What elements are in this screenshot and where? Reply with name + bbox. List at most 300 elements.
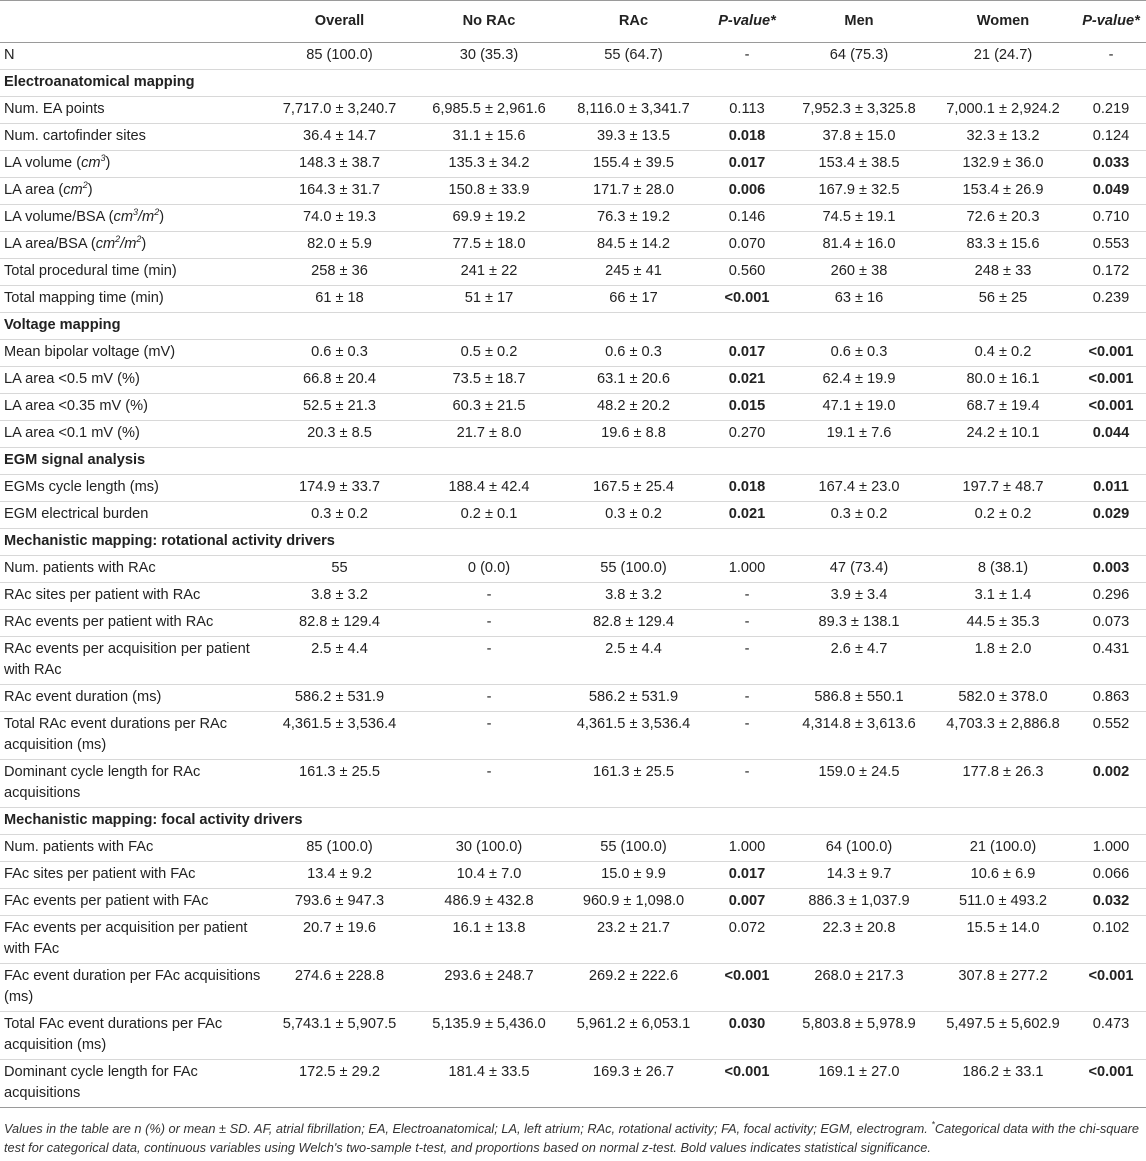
cell-p-value-sex: 0.863 [1076,685,1146,712]
table-row [0,760,1146,808]
cell-overall: 66.8 ± 20.4 [262,367,417,394]
cell-overall: 5,743.1 ± 5,907.5 [262,1012,417,1060]
label-unit-denominator-exponent: 2 [136,234,142,245]
cell-no-rac: 60.3 ± 21.5 [417,394,561,421]
cell-overall: 82.0 ± 5.9 [262,232,417,259]
cell-label: Total RAc event durations per RAc acquisition (ms) [0,712,262,760]
cell-no-rac: 150.8 ± 33.9 [417,178,561,205]
header-cell-overall: Overall [262,1,417,43]
cell-men: 5,803.8 ± 5,978.9 [788,1012,930,1060]
cell-rac: 76.3 ± 19.2 [561,205,706,232]
cell-p-value: - [706,712,788,760]
cell-overall: 0.3 ± 0.2 [262,502,417,529]
cell-women: 1.8 ± 2.0 [930,637,1076,685]
cell-rac: 63.1 ± 20.6 [561,367,706,394]
cell-rac: 82.8 ± 129.4 [561,610,706,637]
section-title: Electroanatomical mapping [0,70,1146,97]
header-cell-p-value-sex [1076,1,1146,43]
cell-rac: 3.8 ± 3.2 [561,583,706,610]
cell-men: 47 (73.4) [788,556,930,583]
cell-men: 19.1 ± 7.6 [788,421,930,448]
cell-overall: 258 ± 36 [262,259,417,286]
cell-p-value: 0.070 [706,232,788,259]
cell-women: 44.5 ± 35.3 [930,610,1076,637]
cell-rac: 19.6 ± 8.8 [561,421,706,448]
cell-no-rac: 73.5 ± 18.7 [417,367,561,394]
cell-no-rac: - [417,583,561,610]
cell-label: Total FAc event durations per FAc acquisition (ms) [0,1012,262,1060]
table-row [0,43,1146,70]
cell-rac: 66 ± 17 [561,286,706,313]
cell-rac: 155.4 ± 39.5 [561,151,706,178]
cell-no-rac: 293.6 ± 248.7 [417,964,561,1012]
cell-overall: 793.6 ± 947.3 [262,889,417,916]
cell-rac: 8,116.0 ± 3,341.7 [561,97,706,124]
cell-women: 10.6 ± 6.9 [930,862,1076,889]
cell-no-rac: 77.5 ± 18.0 [417,232,561,259]
label-unit-exponent: 2 [82,180,88,191]
cell-overall: 20.7 ± 19.6 [262,916,417,964]
cell-women: 80.0 ± 16.1 [930,367,1076,394]
cell-overall: 161.3 ± 25.5 [262,760,417,808]
cell-label: Num. patients with FAc [0,835,262,862]
table-row [0,835,1146,862]
cell-no-rac: 135.3 ± 34.2 [417,151,561,178]
cell-label: RAc events per patient with RAc [0,610,262,637]
cell-no-rac: 241 ± 22 [417,259,561,286]
cell-no-rac: 16.1 ± 13.8 [417,916,561,964]
cell-no-rac: 30 (100.0) [417,835,561,862]
label-unit-denominator: /m [138,209,155,225]
cell-p-value: - [706,583,788,610]
table-row [0,205,1146,232]
cell-p-value-sex: 0.066 [1076,862,1146,889]
cell-men: 268.0 ± 217.3 [788,964,930,1012]
cell-p-value-sex: 0.073 [1076,610,1146,637]
cell-p-value-sex: <0.001 [1076,394,1146,421]
cell-rac: 169.3 ± 26.7 [561,1060,706,1108]
table-row [0,178,1146,205]
cell-p-value: 0.017 [706,340,788,367]
cell-rac: 55 (100.0) [561,556,706,583]
cell-p-value-sex: 0.011 [1076,475,1146,502]
cell-label: Total procedural time (min) [0,259,262,286]
cell-no-rac: 51 ± 17 [417,286,561,313]
cell-no-rac: - [417,685,561,712]
cell-no-rac: 21.7 ± 8.0 [417,421,561,448]
cell-men: 89.3 ± 138.1 [788,610,930,637]
cell-women: 186.2 ± 33.1 [930,1060,1076,1108]
table-row [0,889,1146,916]
label-unit-exponent: 3 [100,153,106,164]
cell-men: 159.0 ± 24.5 [788,760,930,808]
cell-p-value: 0.560 [706,259,788,286]
label-unit: cm [81,155,101,171]
section-header-row [0,313,1146,340]
cell-men: 62.4 ± 19.9 [788,367,930,394]
cell-label: FAc sites per patient with FAc [0,862,262,889]
cell-rac: 4,361.5 ± 3,536.4 [561,712,706,760]
cell-rac: 960.9 ± 1,098.0 [561,889,706,916]
cell-p-value: 0.072 [706,916,788,964]
table-row [0,712,1146,760]
cell-rac: 171.7 ± 28.0 [561,178,706,205]
cell-men: 63 ± 16 [788,286,930,313]
table-row [0,1012,1146,1060]
cell-p-value: - [706,685,788,712]
header-p-value-text: P-value* [718,13,776,29]
label-unit-exponent: 2 [115,234,121,245]
label-prefix: LA volume ( [4,155,82,171]
label-unit: cm [63,182,83,198]
footnote-part1: Values in the table are n (%) or mean ± SD. AF, atrial fibrillation; EA, Electroanatomical; LA, left atrium; RAc, rotational activity; FA, focal activity; EGM, electrogram. [4,1121,932,1136]
cell-p-value: 0.021 [706,502,788,529]
cell-overall: 52.5 ± 21.3 [262,394,417,421]
cell-label [0,178,262,205]
cell-women: 153.4 ± 26.9 [930,178,1076,205]
cell-label: RAc events per acquisition per patient with RAc [0,637,262,685]
cell-p-value-sex: 0.033 [1076,151,1146,178]
cell-women: 8 (38.1) [930,556,1076,583]
table-row [0,421,1146,448]
table-row [0,124,1146,151]
cell-p-value-sex: <0.001 [1076,367,1146,394]
cell-women: 72.6 ± 20.3 [930,205,1076,232]
header-cell-p-value [706,1,788,43]
cell-p-value: - [706,637,788,685]
table-footnote [4,1119,1142,1157]
cell-label: RAc sites per patient with RAc [0,583,262,610]
label-unit-denominator-exponent: 2 [154,207,160,218]
cell-overall: 36.4 ± 14.7 [262,124,417,151]
table-row [0,610,1146,637]
header-cell-label [0,1,262,43]
section-title: Mechanistic mapping: focal activity drivers [0,808,1146,835]
table-row [0,964,1146,1012]
cell-overall: 74.0 ± 19.3 [262,205,417,232]
cell-women: 7,000.1 ± 2,924.2 [930,97,1076,124]
footnote-marker: * [931,1119,935,1130]
cell-men: 260 ± 38 [788,259,930,286]
cell-p-value-sex: 0.003 [1076,556,1146,583]
cell-label: FAc event duration per FAc acquisitions (ms) [0,964,262,1012]
cell-p-value-sex: 1.000 [1076,835,1146,862]
cell-overall: 3.8 ± 3.2 [262,583,417,610]
cell-women: 3.1 ± 1.4 [930,583,1076,610]
cell-p-value: - [706,760,788,808]
cell-men: 169.1 ± 27.0 [788,1060,930,1108]
cell-rac: 269.2 ± 222.6 [561,964,706,1012]
cell-p-value: 1.000 [706,556,788,583]
cell-men: 153.4 ± 38.5 [788,151,930,178]
cell-rac: 84.5 ± 14.2 [561,232,706,259]
cell-label: LA area <0.5 mV (%) [0,367,262,394]
cell-women: 68.7 ± 19.4 [930,394,1076,421]
cell-p-value-sex: 0.172 [1076,259,1146,286]
header-cell-women: Women [930,1,1076,43]
cell-rac: 55 (100.0) [561,835,706,862]
cell-label: RAc event duration (ms) [0,685,262,712]
header-p-value-sex-text: P-value* [1082,13,1140,29]
table-row [0,97,1146,124]
cell-no-rac: 10.4 ± 7.0 [417,862,561,889]
cell-p-value: 0.113 [706,97,788,124]
cell-label: LA area <0.35 mV (%) [0,394,262,421]
table-row [0,394,1146,421]
cell-p-value-sex: 0.710 [1076,205,1146,232]
cell-p-value-sex: 0.044 [1076,421,1146,448]
cell-label: N [0,43,262,70]
cell-no-rac: 6,985.5 ± 2,961.6 [417,97,561,124]
cell-women: 15.5 ± 14.0 [930,916,1076,964]
cell-rac: 167.5 ± 25.4 [561,475,706,502]
cell-overall: 4,361.5 ± 3,536.4 [262,712,417,760]
table-row [0,556,1146,583]
table-row [0,916,1146,964]
cell-men: 2.6 ± 4.7 [788,637,930,685]
cell-men: 167.9 ± 32.5 [788,178,930,205]
cell-p-value: 0.018 [706,475,788,502]
cell-p-value: <0.001 [706,964,788,1012]
label-suffix: ) [141,236,147,252]
cell-no-rac: 0.2 ± 0.1 [417,502,561,529]
cell-women: 21 (100.0) [930,835,1076,862]
cell-men: 64 (75.3) [788,43,930,70]
cell-p-value: 0.021 [706,367,788,394]
cell-no-rac: 181.4 ± 33.5 [417,1060,561,1108]
cell-women: 582.0 ± 378.0 [930,685,1076,712]
cell-men: 167.4 ± 23.0 [788,475,930,502]
cell-label [0,205,262,232]
cell-p-value: <0.001 [706,286,788,313]
cell-overall: 13.4 ± 9.2 [262,862,417,889]
cell-no-rac: 486.9 ± 432.8 [417,889,561,916]
cell-p-value-sex: 0.032 [1076,889,1146,916]
cell-label: FAc events per acquisition per patient with FAc [0,916,262,964]
cell-overall: 0.6 ± 0.3 [262,340,417,367]
label-unit-denominator: /m [120,236,137,252]
cell-p-value-sex: <0.001 [1076,340,1146,367]
cell-men: 37.8 ± 15.0 [788,124,930,151]
cell-rac: 245 ± 41 [561,259,706,286]
cell-women: 0.4 ± 0.2 [930,340,1076,367]
cell-p-value: <0.001 [706,1060,788,1108]
cell-rac: 55 (64.7) [561,43,706,70]
section-header-row [0,70,1146,97]
cell-women: 83.3 ± 15.6 [930,232,1076,259]
header-cell-men: Men [788,1,930,43]
table-row [0,475,1146,502]
table-row [0,151,1146,178]
header-cell-no-rac: No RAc [417,1,561,43]
cell-no-rac: 30 (35.3) [417,43,561,70]
cell-women: 56 ± 25 [930,286,1076,313]
cell-women: 197.7 ± 48.7 [930,475,1076,502]
section-title: Mechanistic mapping: rotational activity drivers [0,529,1146,556]
section-title: EGM signal analysis [0,448,1146,475]
section-header-row [0,808,1146,835]
label-suffix: ) [87,182,93,198]
section-header-row [0,448,1146,475]
cell-overall: 85 (100.0) [262,43,417,70]
cell-p-value-sex: 0.029 [1076,502,1146,529]
cell-women: 5,497.5 ± 5,602.9 [930,1012,1076,1060]
cell-women: 511.0 ± 493.2 [930,889,1076,916]
cell-men: 14.3 ± 9.7 [788,862,930,889]
cell-p-value-sex: 0.002 [1076,760,1146,808]
cell-no-rac: 188.4 ± 42.4 [417,475,561,502]
footnote-part2: Categorical data with the chi-square test for categorical data, continuous variables using Welch's two-sample t-test, and proportions based on normal z-test. Bold values indicates statistical significance. [4,1121,1140,1155]
cell-men: 4,314.8 ± 3,613.6 [788,712,930,760]
cell-p-value: - [706,610,788,637]
cell-p-value: 0.146 [706,205,788,232]
cell-label: Num. patients with RAc [0,556,262,583]
cell-label: EGMs cycle length (ms) [0,475,262,502]
cell-p-value: 0.017 [706,862,788,889]
cell-overall: 174.9 ± 33.7 [262,475,417,502]
cell-label: Mean bipolar voltage (mV) [0,340,262,367]
cell-men: 886.3 ± 1,037.9 [788,889,930,916]
label-suffix: ) [105,155,111,171]
cell-p-value: 0.015 [706,394,788,421]
cell-p-value-sex: <0.001 [1076,1060,1146,1108]
table-body [0,43,1146,1108]
cell-label: Dominant cycle length for RAc acquisitions [0,760,262,808]
table-row [0,259,1146,286]
cell-label [0,151,262,178]
cell-overall: 55 [262,556,417,583]
cell-men: 7,952.3 ± 3,325.8 [788,97,930,124]
label-prefix: LA area ( [4,182,64,198]
cell-p-value-sex: 0.219 [1076,97,1146,124]
cell-overall: 85 (100.0) [262,835,417,862]
cell-men: 64 (100.0) [788,835,930,862]
table-row [0,583,1146,610]
cell-women: 0.2 ± 0.2 [930,502,1076,529]
cell-p-value-sex: 0.124 [1076,124,1146,151]
table-row [0,286,1146,313]
cell-rac: 161.3 ± 25.5 [561,760,706,808]
cell-rac: 23.2 ± 21.7 [561,916,706,964]
cell-rac: 0.6 ± 0.3 [561,340,706,367]
label-prefix: LA area/BSA ( [4,236,96,252]
cell-label: Dominant cycle length for FAc acquisitions [0,1060,262,1108]
table-row [0,340,1146,367]
cell-p-value: 1.000 [706,835,788,862]
table-row [0,1060,1146,1108]
cell-women: 248 ± 33 [930,259,1076,286]
cell-men: 0.6 ± 0.3 [788,340,930,367]
cell-no-rac: - [417,637,561,685]
cell-p-value-sex: <0.001 [1076,964,1146,1012]
cell-p-value-sex: 0.552 [1076,712,1146,760]
table-row [0,367,1146,394]
label-prefix: LA volume/BSA ( [4,209,114,225]
cell-overall: 274.6 ± 228.8 [262,964,417,1012]
cell-p-value: - [706,43,788,70]
cell-overall: 61 ± 18 [262,286,417,313]
cell-p-value: 0.270 [706,421,788,448]
label-unit-exponent: 3 [132,207,138,218]
cell-rac: 5,961.2 ± 6,053.1 [561,1012,706,1060]
cell-men: 3.9 ± 3.4 [788,583,930,610]
label-suffix: ) [159,209,165,225]
cell-men: 81.4 ± 16.0 [788,232,930,259]
section-header-row [0,529,1146,556]
cell-p-value-sex: 0.296 [1076,583,1146,610]
cell-men: 586.8 ± 550.1 [788,685,930,712]
cell-overall: 20.3 ± 8.5 [262,421,417,448]
cell-women: 177.8 ± 26.3 [930,760,1076,808]
cell-men: 74.5 ± 19.1 [788,205,930,232]
cell-overall: 586.2 ± 531.9 [262,685,417,712]
cell-no-rac: 69.9 ± 19.2 [417,205,561,232]
label-unit: cm [95,236,116,252]
cell-no-rac: - [417,610,561,637]
cell-men: 47.1 ± 19.0 [788,394,930,421]
cell-overall: 2.5 ± 4.4 [262,637,417,685]
cell-label: EGM electrical burden [0,502,262,529]
cell-p-value-sex: 0.049 [1076,178,1146,205]
cell-no-rac: - [417,712,561,760]
table-row [0,502,1146,529]
cell-no-rac: 5,135.9 ± 5,436.0 [417,1012,561,1060]
table-row [0,862,1146,889]
cell-men: 0.3 ± 0.2 [788,502,930,529]
cell-p-value: 0.018 [706,124,788,151]
cell-overall: 148.3 ± 38.7 [262,151,417,178]
cell-no-rac: 31.1 ± 15.6 [417,124,561,151]
cell-p-value-sex: 0.102 [1076,916,1146,964]
header-cell-rac: RAc [561,1,706,43]
cell-rac: 0.3 ± 0.2 [561,502,706,529]
cell-label: Num. cartofinder sites [0,124,262,151]
cell-rac: 586.2 ± 531.9 [561,685,706,712]
cell-women: 21 (24.7) [930,43,1076,70]
table-row [0,232,1146,259]
table-row [0,685,1146,712]
cell-p-value: 0.006 [706,178,788,205]
cell-overall: 172.5 ± 29.2 [262,1060,417,1108]
cell-label: Num. EA points [0,97,262,124]
cell-label: FAc events per patient with FAc [0,889,262,916]
cell-no-rac: 0.5 ± 0.2 [417,340,561,367]
section-title: Voltage mapping [0,313,1146,340]
cell-women: 4,703.3 ± 2,886.8 [930,712,1076,760]
cell-no-rac: 0 (0.0) [417,556,561,583]
cell-no-rac: - [417,760,561,808]
cell-label: Total mapping time (min) [0,286,262,313]
cell-women: 32.3 ± 13.2 [930,124,1076,151]
cell-label [0,232,262,259]
cell-men: 22.3 ± 20.8 [788,916,930,964]
cell-rac: 48.2 ± 20.2 [561,394,706,421]
cell-p-value: 0.007 [706,889,788,916]
cell-p-value-sex: 0.239 [1076,286,1146,313]
cell-women: 24.2 ± 10.1 [930,421,1076,448]
cell-rac: 15.0 ± 9.9 [561,862,706,889]
table-row [0,637,1146,685]
cell-overall: 82.8 ± 129.4 [262,610,417,637]
cell-p-value-sex: 0.431 [1076,637,1146,685]
cell-label: LA area <0.1 mV (%) [0,421,262,448]
cell-women: 132.9 ± 36.0 [930,151,1076,178]
header-row [0,1,1146,43]
cell-p-value-sex: 0.473 [1076,1012,1146,1060]
cell-overall: 7,717.0 ± 3,240.7 [262,97,417,124]
cell-p-value: 0.030 [706,1012,788,1060]
cell-p-value-sex: - [1076,43,1146,70]
